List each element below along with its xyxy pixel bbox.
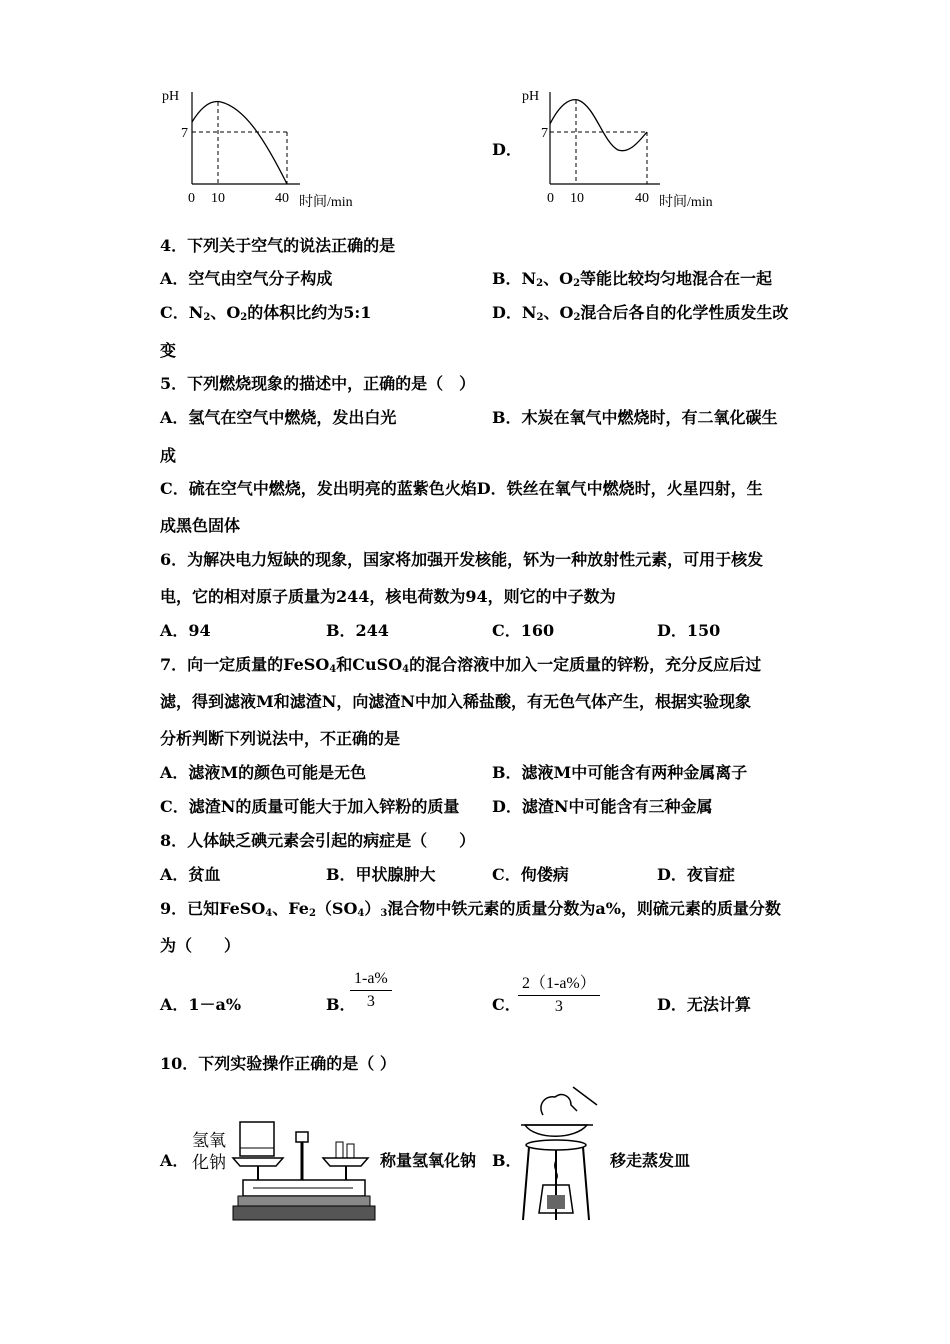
balance-label-2: 化钠 — [192, 1153, 226, 1172]
q8-option-d: D．夜盲症 — [657, 865, 735, 884]
q7-stem-3: 分析判断下列说法中，不正确的是 — [160, 729, 401, 748]
q5-option-cd-cont: 成黑色固体 — [160, 516, 241, 535]
graph-c-x10: 10 — [211, 191, 225, 206]
graph-d-x10: 10 — [570, 191, 584, 206]
q10-stem: 10．下列实验操作正确的是（ ） — [160, 1054, 396, 1073]
q8-option-b: B．甲状腺肿大 — [326, 865, 436, 884]
q6-stem-2: 电，它的相对原子质量为244，核电荷数为94，则它的中子数为 — [160, 587, 616, 606]
q10-option-a: A． — [160, 1151, 189, 1170]
balance-scale-image — [188, 1118, 378, 1226]
q6-option-c: C．160 — [492, 621, 555, 640]
graph-d-x40: 40 — [635, 191, 649, 206]
q7-option-a: A．滤液M的颜色可能是无色 — [160, 763, 367, 782]
q5-option-b-cont: 成 — [160, 446, 177, 465]
q9-stem-2: 为（ ） — [160, 936, 241, 955]
q9-option-d: D．无法计算 — [657, 995, 751, 1014]
q8-stem: 8．人体缺乏碘元素会引起的病症是（ ） — [160, 831, 476, 850]
ph-graph-d — [515, 82, 735, 212]
q6-option-a: A．94 — [160, 621, 211, 640]
q9-option-b-fraction — [350, 970, 392, 1011]
q4-option-d: D．$N_2$、$O_2$混合后各自的化学性质发生改 — [492, 303, 789, 323]
q6-option-d: D．150 — [657, 621, 721, 640]
q10-option-b: B． — [492, 1151, 522, 1170]
q4-option-d-cont: 变 — [160, 341, 177, 360]
q7-option-c: C．滤渣N的质量可能大于加入锌粉的质量 — [160, 797, 460, 816]
q7-option-b: B．滤液M中可能含有两种金属离子 — [492, 763, 748, 782]
q9-c-numerator: 2（1-a%） — [522, 975, 596, 992]
q9-c-denominator: 3 — [554, 998, 563, 1015]
graph-c-x40: 40 — [275, 191, 289, 206]
q5-option-b: B．木炭在氧气中燃烧时，有二氧化碳生 — [492, 408, 778, 427]
graph-c-y7: 7 — [181, 126, 188, 141]
graph-d-ylabel: pH — [522, 89, 540, 104]
q4-stem: 4．下列关于空气的说法正确的是 — [160, 236, 396, 255]
q5-stem: 5．下列燃烧现象的描述中，正确的是（ ） — [160, 374, 476, 393]
q9-b-denominator: 3 — [366, 993, 375, 1010]
graph-c-xlabel: 时间/min — [299, 195, 353, 210]
q9-option-a: A．1－a% — [160, 995, 242, 1014]
graph-d-x0: 0 — [547, 191, 554, 206]
q7-stem-2: 滤，得到滤液M和滤渣N，向滤渣N中加入稀盐酸，有无色气体产生，根据实验现象 — [160, 692, 751, 711]
q6-option-b: B．244 — [326, 621, 389, 640]
q8-option-a: A．贫血 — [160, 865, 221, 884]
evaporating-dish-image — [515, 1085, 605, 1225]
q4-option-b: B．$N_2$、$O_2$等能比较均匀地混合在一起 — [492, 269, 773, 289]
q4-option-c: C．$N_2$、$O_2$的体积比约为5:1 — [160, 303, 372, 323]
graph-c-ylabel: pH — [162, 89, 180, 104]
q6-stem-1: 6．为解决电力短缺的现象，国家将加强开发核能，钚为一种放射性元素，可用于核发 — [160, 550, 764, 569]
q10-option-a-caption: 称量氢氧化钠 — [380, 1151, 477, 1170]
q9-b-numerator: 1-a% — [354, 970, 388, 987]
q7-stem-1: 7．向一定质量的FeSO$_4$和CuSO$_4$的混合溶液中加入一定质量的锌粉，充分反应后过 — [160, 655, 762, 675]
q5-option-a: A．氢气在空气中燃烧，发出白光 — [160, 408, 397, 427]
q9-option-b: B． — [326, 995, 356, 1014]
q7-option-d: D．滤渣N中可能含有三种金属 — [492, 797, 713, 816]
graph-c-x0: 0 — [188, 191, 195, 206]
graph-d-y7: 7 — [541, 126, 548, 141]
balance-label-1: 氢氧 — [192, 1131, 226, 1150]
q5-option-cd: C．硫在空气中燃烧，发出明亮的蓝紫色火焰D．铁丝在氧气中燃烧时，火星四射，生 — [160, 479, 763, 498]
q9-option-c: C． — [492, 995, 521, 1014]
q9-option-c-fraction — [518, 970, 600, 1016]
ph-graph-c — [155, 82, 375, 212]
option-d-label: D． — [492, 140, 522, 159]
graph-d-xlabel: 时间/min — [659, 195, 713, 210]
q8-option-c: C．佝偻病 — [492, 865, 569, 884]
q4-option-a: A．空气由空气分子构成 — [160, 269, 333, 288]
q9-stem-1: 9．已知FeSO$_4$、$Fe_2(SO_4)_3$混合物中铁元素的质量分数为a%，则硫元素的质量分数 — [160, 899, 781, 919]
q10-option-b-caption: 移走蒸发皿 — [610, 1151, 691, 1170]
